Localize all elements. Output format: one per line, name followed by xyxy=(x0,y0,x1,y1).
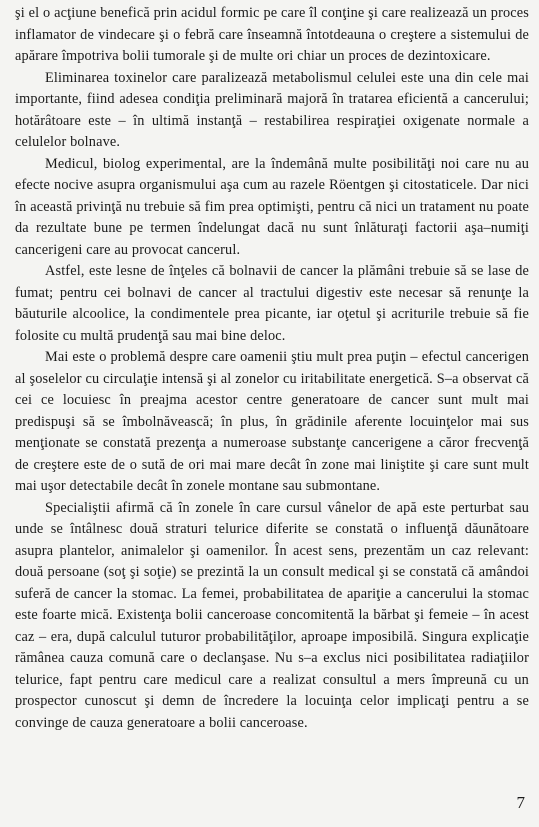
page-number: 7 xyxy=(516,793,525,812)
paragraph-carcinogenic-roads: Mai este o problemă despre care oamenii ştiu mult prea puţin – efectul cancerigen al şoselelor cu circulaţie intensă şi al zonelor cu iritabilitate energetică. S–a observat că cei ce locuiesc în preajma acestor centre generatoare de cancer sunt mult mai predispuşi să se îmbolnăvească; în plus, în grădinile aferente locuinţelor mai sus menţionate se constată prezenţa a numeroase substanţe cancerigene a căror frecvenţă de creştere este de o sută de ori mai mare decât în zone mai liniştite şi care sunt mult mai uşor detectabile decât în zonele montane sau submontane. xyxy=(15,349,529,494)
paragraph-telluric-case: Specialiştii afirmă că în zonele în care cursul vânelor de apă este perturbat sau unde se întâlnesc două straturi telurice diferite se constată o influenţă dăunătoare asupra plantelor, animalelor şi oamenilor. În acest sens, prezentăm un caz relevant: două persoane (soţ şi soţie) se prezintă la un consult medical şi se constată că amândoi suferă de cancer la stomac. La femei, probabilitatea de apariţie a cancerului la stomac este foarte mică. Existenţa bolii canceroase concomitentă la bărbat şi femeie – în acest caz – era, după calculul tuturor probabilităţilor, aproape imposibilă. Singura explicaţie rămânea cauza comună care o declanşase. Nu s–a exclus nici posibilitatea radiaţiilor telurice, fapt pentru care medicul care a realizat consultul a mers împreună cu un prospector cunoscut şi demn de încredere la locuinţa celor implicaţi pentru a se convinge de cauza generatoare a bolii canceroase. xyxy=(15,499,529,731)
paragraph-medical-biologist: Medicul, biolog experimental, are la îndemână multe posibilităţi noi care nu au efecte nocive asupra organismului aşa cum au razele Röentgen şi citostaticele. Dar nici în această privinţă nu trebuie să fim prea optimişti, pentru că nici un tratament nu poate da rezultate bune pe termen îndelungat dacă nu sunt înlăturaţi factorii aşa–numiţi cancerigeni care au provocat cancerul. xyxy=(15,155,529,258)
paragraph-continuation: şi el o acţiune benefică prin acidul formic pe care îl conţine şi care realizează un proces inflamator de vindecare şi o febră care înseamnă întotdeauna o creştere a sistemului de apărare împotriva bolii tumorale şi de multe ori chiar un proces de dezintoxicare. xyxy=(15,5,529,64)
body-text xyxy=(15,3,529,734)
paragraph-lung-cancer-advice: Astfel, este lesne de înţeles că bolnavii de cancer la plămâni trebuie să se lase de fumat; pentru cei bolnavi de cancer al tractului digestiv este necesar să renunţe la băuturile alcoolice, la condimentele prea picante, iar oţetul şi acriturile trebuie să fie folosite cu multă prudenţă sau mai bine deloc. xyxy=(15,263,529,344)
paragraph-toxin-elimination: Eliminarea toxinelor care paralizează metabolismul celulei este una din cele mai importante, fiind adesea condiţia preliminară majoră în tratarea eficientă a cancerului; hotărâtoare este – în ultimă instanţă – restabilirea respiraţiei oxigenate normale a celulelor bolnave. xyxy=(15,69,529,150)
